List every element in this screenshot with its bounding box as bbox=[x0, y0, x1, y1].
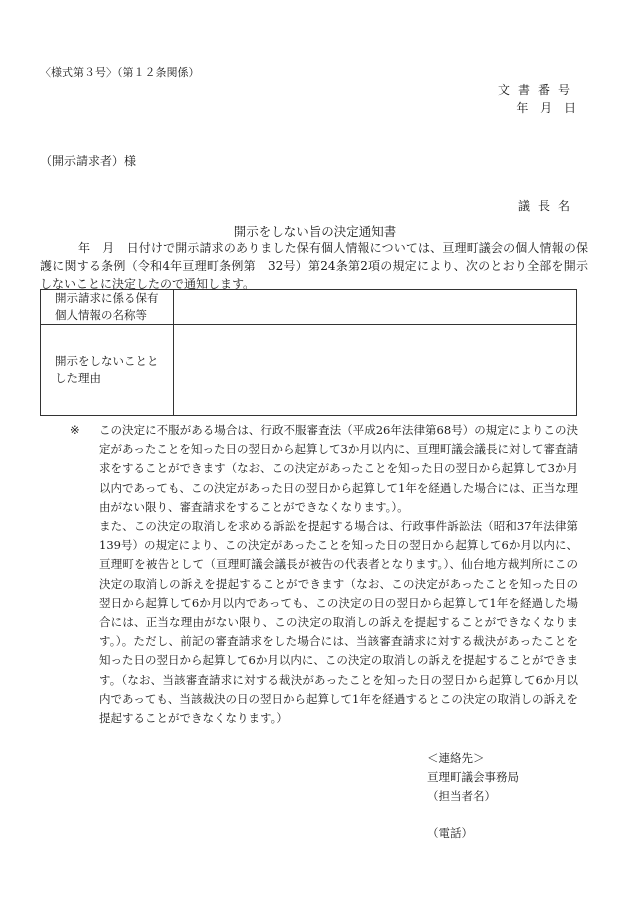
info-name-label-line1: 開示請求に係る保有 bbox=[55, 291, 159, 305]
reason-value bbox=[174, 325, 577, 416]
intro-paragraph: 年 月 日付けで開示請求のありました保有個人情報については、亘理町議会の個人情報の保護に関する条例（令和4年亘理町条例第 32号）第24条第2項の規定により、次のとおり全部を開示しないことに決定したので通知します。 bbox=[40, 241, 588, 291]
notes-section bbox=[70, 421, 578, 728]
info-name-label-line2: 個人情報の名称等 bbox=[55, 308, 147, 322]
contact-heading: ＜連絡先＞ bbox=[427, 751, 485, 765]
form-number-label: 〈様式第３号〉（第１２条関係） bbox=[40, 66, 200, 79]
document-number-label: 文書番号 bbox=[497, 83, 578, 97]
contact-person: （担当者名） bbox=[427, 789, 496, 803]
info-name-value bbox=[174, 290, 577, 325]
document-title: 開示をしない旨の決定通知書 bbox=[233, 224, 397, 239]
info-name-label bbox=[41, 290, 174, 325]
contact-block bbox=[427, 749, 519, 843]
table-row bbox=[41, 290, 577, 325]
reason-label-line1: 開示をしないことと bbox=[55, 354, 159, 368]
lawsuit-note: また、この決定の取消しを求める訴訟を提起する場合は、行政事件訴訟法（昭和37年法律第139号）の規定により、この決定があったことを知った日の翌日から起算して6か月以内に、亘理町を被告として（亘理町議会議長が被告の代表者となります。）、仙台地方裁判所にこの決定の取消しの訴えを提起することができます（なお、この決定があったことを知った日の翌日から起算して6か月以内であっても、この決定の日の翌日から起算して1年を経過した場合には、正当な理由がない限り、この決定の取消しの訴えを提起することができなくなります。）。ただし、前記の審査請求をした場合には、当該審査請求に対する裁決があったことを知った日の翌日から起算して6か月以内に、この決定の取消しの訴えを提起することができます。（なお、当該審査請求に対する裁決があったことを知った日の翌日から起算して6か月以内であっても、当該裁決の日の翌日から起算して1年を経過するとこの決定の取消しの訴えを提起することができなくなります。） bbox=[99, 519, 578, 726]
recipient-line: （開示請求者）様 bbox=[40, 154, 137, 168]
contact-phone: （電話） bbox=[427, 826, 473, 840]
sender-line: 議長名 bbox=[517, 199, 578, 213]
document-date-label: 年 月 日 bbox=[516, 101, 578, 115]
table-row bbox=[41, 325, 577, 416]
contact-office: 亘理町議会事務局 bbox=[427, 770, 519, 784]
reason-label bbox=[41, 325, 174, 416]
appeal-note bbox=[70, 421, 578, 517]
appeal-note-text: この決定に不服がある場合は、行政不服審査法（平成26年法律第68号）の規定によりこの決定があったことを知った日の翌日から起算して3か月以内に、亘理町議会議長に対して審査請求をすることができます（なお、この決定があったことを知った日の翌日から起算して3か月以内であっても、この決定があった日の翌日から起算して1年を経過した場合には、正当な理由がない限り、審査請求をすることができなくなります。）。 bbox=[99, 423, 578, 514]
decision-table bbox=[40, 289, 577, 416]
note-mark: ※ bbox=[70, 423, 80, 437]
reason-label-line2: した理由 bbox=[55, 371, 101, 385]
